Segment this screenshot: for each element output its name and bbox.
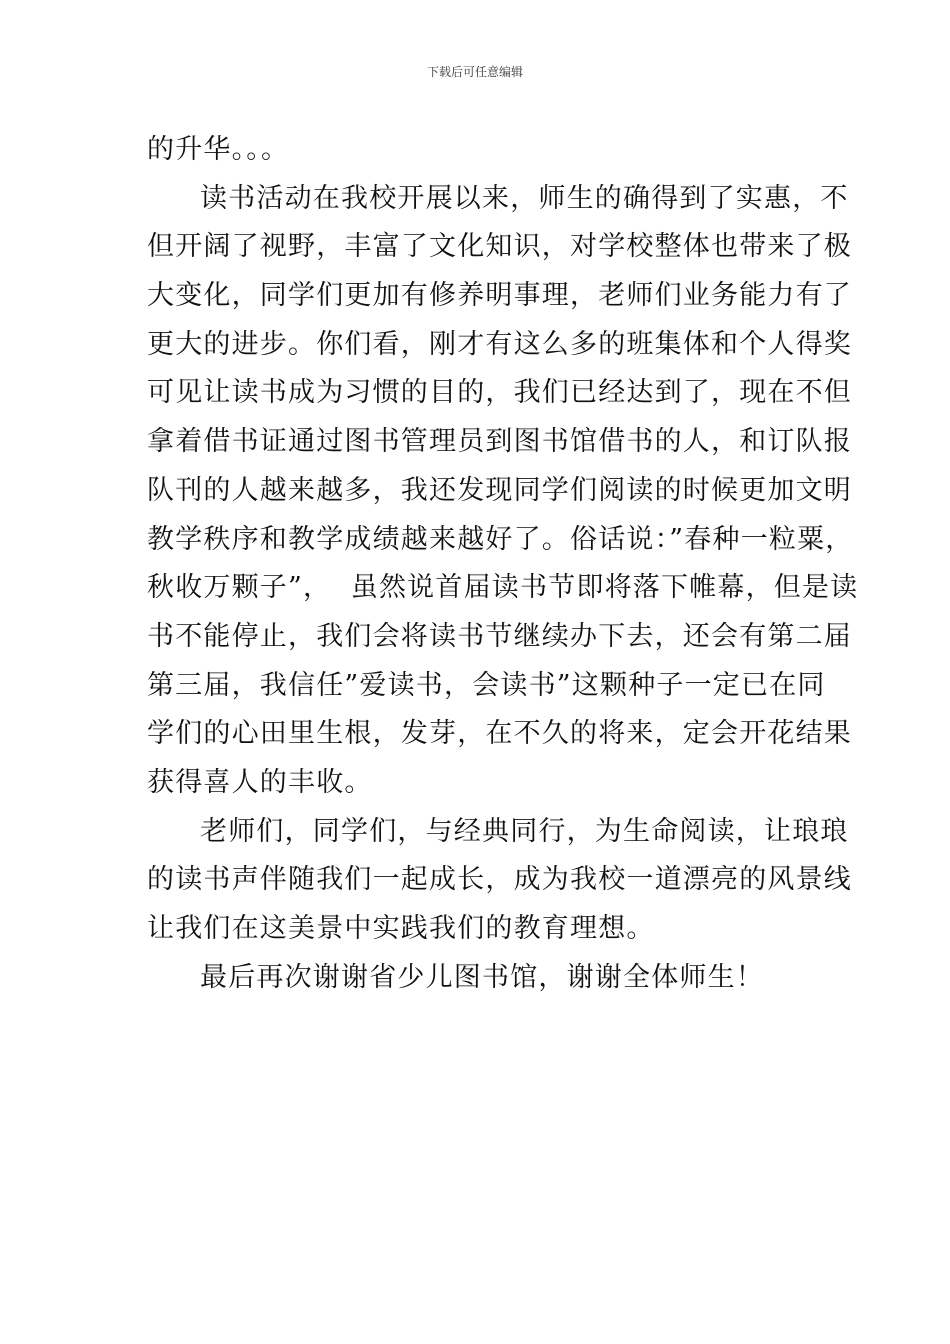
document-body [147, 126, 859, 1002]
text-line: 大变化，同学们更加有修养明事理，老师们业务能力有了 [147, 280, 852, 312]
text-line: 更大的进步。你们看，刚才有这么多的班集体和个人得奖 [147, 328, 852, 360]
text-line: 秋收万颗子”， 虽然说首届读书节即将落下帷幕，但是读 [147, 572, 859, 604]
text-line: 教学秩序和教学成绩越来越好了。俗话说：”春种一粒粟， [147, 523, 854, 555]
text-line: 第三届，我信任”爱读书，会读书”这颗种子一定已在同 [147, 669, 826, 701]
text-line: 可见让读书成为习惯的目的，我们已经达到了，现在不但 [147, 377, 852, 409]
paragraph-start-line: 老师们，同学们，与经典同行，为生命阅读，让琅琅 [200, 815, 849, 847]
text-line: 但开阔了视野，丰富了文化知识，对学校整体也带来了极 [147, 231, 852, 263]
text-line: 书不能停止，我们会将读书节继续办下去，还会有第二届 [147, 620, 852, 652]
text-line: 拿着借书证通过图书管理员到图书馆借书的人，和订队报 [147, 426, 852, 458]
text-line: 获得喜人的丰收。 [147, 766, 373, 798]
text-line: 队刊的人越来越多，我还发现同学们阅读的时候更加文明 [147, 474, 852, 506]
paragraph-start-line: 读书活动在我校开展以来，师生的确得到了实惠，不 [200, 182, 849, 214]
closing-line: 最后再次谢谢省少儿图书馆，谢谢全体师生！ [200, 961, 764, 993]
text-line: 学们的心田里生根，发芽，在不久的将来，定会开花结果 [147, 718, 852, 750]
text-line: 的读书声伴随我们一起成长，成为我校一道漂亮的风景线 [147, 864, 852, 896]
text-line: 的升华。。。 [147, 134, 290, 165]
text-line: 让我们在这美景中实践我们的教育理想。 [147, 913, 655, 944]
page-header: 下载后可任意编辑 [426, 65, 523, 79]
